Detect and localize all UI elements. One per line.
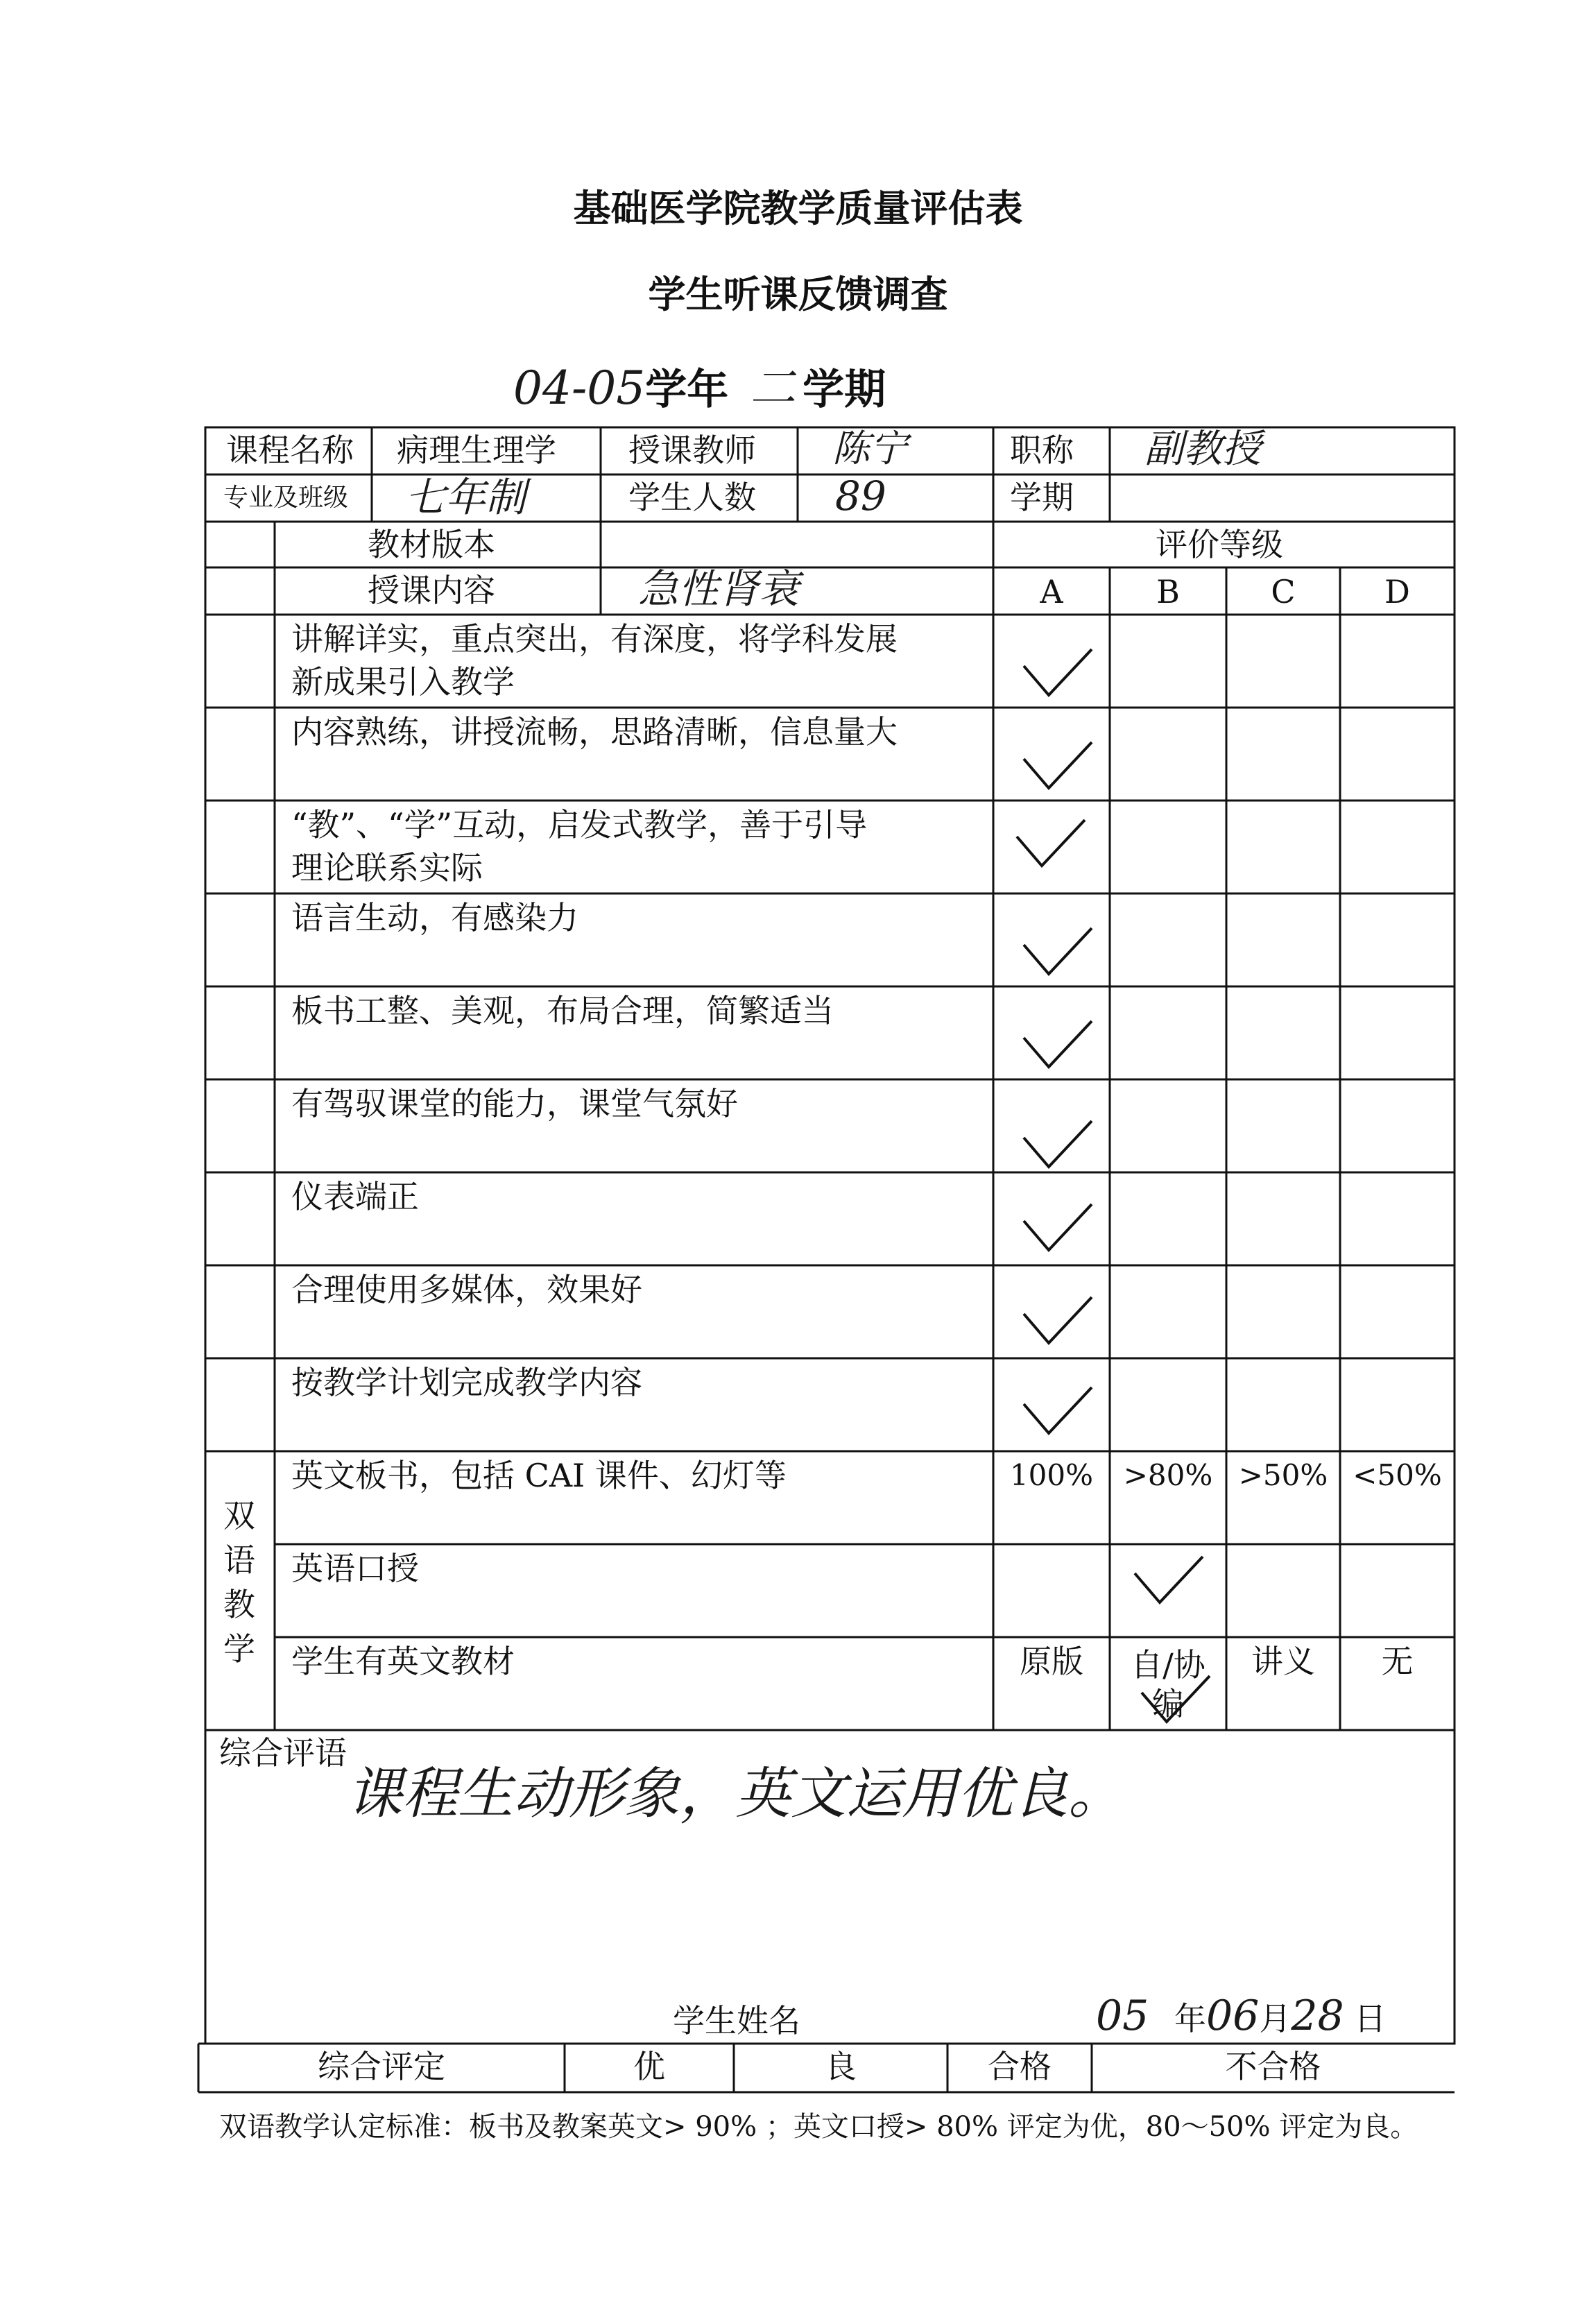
bilingual-standard-footnote: 双语教学认定标准：板书及教案英文> 90% ；英文口授> 80% 评定为优，80～50% 评定为良。 xyxy=(219,2111,1418,2143)
overall-evaluation-label: 综合评定 xyxy=(318,2048,445,2085)
criterion-9-line1: 按教学计划完成教学内容 xyxy=(291,1364,642,1401)
comment-label: 综合评语 xyxy=(219,1734,347,1772)
date-year-value: 05 xyxy=(1096,1992,1149,2040)
check-mark-icon xyxy=(1020,1017,1096,1072)
date-day-unit: 日 xyxy=(1354,2000,1387,2037)
bilingual-row-3-option-1: 原版 xyxy=(1020,1643,1083,1680)
major-class-value: 七年制 xyxy=(405,474,526,521)
bilingual-row-3-option-2: 自/协编 xyxy=(1131,1646,1205,1722)
criterion-3-line2: 理论联系实际 xyxy=(291,849,483,887)
term-label: 学期 xyxy=(803,366,886,414)
bilingual-row-3-option-3: 讲义 xyxy=(1251,1643,1315,1680)
bilingual-row-3-label: 学生有英文教材 xyxy=(291,1643,515,1680)
bilingual-row-3-option-4: 无 xyxy=(1381,1643,1414,1680)
rating-level-label: 评价等级 xyxy=(1156,526,1283,563)
criterion-1-line2: 新成果引入教学 xyxy=(291,663,515,701)
bilingual-row-1-option-2: >80% xyxy=(1123,1458,1213,1492)
criterion-8-line1: 合理使用多媒体，效果好 xyxy=(291,1271,642,1308)
criterion-3-line1: “教”、“学”互动，启发式教学，善于引导 xyxy=(291,806,868,844)
term-handwritten: 二 xyxy=(750,361,796,415)
date-month-unit: 月 xyxy=(1259,2000,1292,2037)
grade-header-b: B xyxy=(1156,573,1180,610)
date-line xyxy=(1096,1992,1387,2040)
student-name-label: 学生姓名 xyxy=(673,2002,800,2039)
check-mark-icon xyxy=(1020,1293,1096,1349)
overall-option-fail: 不合格 xyxy=(1225,2048,1321,2085)
criterion-5-line1: 板书工整、美观，布局合理，简繁适当 xyxy=(291,992,834,1029)
textbook-version-label: 教材版本 xyxy=(368,526,495,563)
check-mark-icon xyxy=(1138,1672,1214,1727)
grade-header-a: A xyxy=(1040,573,1063,610)
bilingual-label-char-1: 双 xyxy=(223,1497,255,1534)
check-mark-icon xyxy=(1020,1383,1096,1439)
check-mark-icon xyxy=(1020,1117,1096,1172)
overall-option-pass: 合格 xyxy=(988,2048,1052,2085)
bilingual-label-char-4: 学 xyxy=(223,1630,255,1668)
bilingual-row-1-option-3: >50% xyxy=(1238,1458,1328,1492)
lecture-content-label: 授课内容 xyxy=(368,572,495,609)
date-year-unit: 年 xyxy=(1174,2000,1206,2037)
student-count-value: 89 xyxy=(835,472,886,520)
criterion-2-line1: 内容熟练，讲授流畅，思路清晰，信息量大 xyxy=(291,713,898,751)
bilingual-row-1-option-1: 100% xyxy=(1009,1458,1094,1492)
student-count-label: 学生人数 xyxy=(628,479,756,516)
check-mark-icon xyxy=(1020,645,1096,701)
grade-header-c: C xyxy=(1271,573,1296,610)
course-name-value: 病理生理学 xyxy=(397,431,556,469)
bilingual-row-2-label: 英语口授 xyxy=(291,1550,419,1587)
overall-option-good: 良 xyxy=(825,2048,857,2085)
check-mark-icon xyxy=(1131,1552,1207,1608)
criterion-1-line1: 讲解详实，重点突出，有深度，将学科发展 xyxy=(291,620,898,658)
bilingual-row-1-option-4: <50% xyxy=(1353,1458,1442,1492)
job-title-label: 职称 xyxy=(1010,431,1074,469)
page-subtitle: 学生听课反馈调查 xyxy=(648,272,948,316)
academic-year-label: 学年 xyxy=(645,366,729,414)
bilingual-label-char-2: 语 xyxy=(223,1541,255,1579)
lecture-content-value: 急性肾衰 xyxy=(638,565,800,613)
date-day-value: 28 xyxy=(1291,1992,1344,2040)
teacher-value: 陈宁 xyxy=(832,427,907,470)
criterion-7-line1: 仪表端正 xyxy=(291,1178,419,1215)
criterion-4-line1: 语言生动，有感染力 xyxy=(291,899,578,936)
teacher-label: 授课教师 xyxy=(628,431,756,469)
grade-header-d: D xyxy=(1384,573,1410,610)
overall-option-excellent: 优 xyxy=(633,2048,665,2085)
bilingual-row-1-label: 英文板书，包括 CAI 课件、幻灯等 xyxy=(291,1457,787,1494)
term-field-label: 学期 xyxy=(1010,479,1074,516)
job-title-value: 副教授 xyxy=(1144,427,1261,472)
page-title: 基础医学院教学质量评估表 xyxy=(573,186,1023,230)
criterion-6-line1: 有驾驭课堂的能力，课堂气氛好 xyxy=(291,1085,738,1122)
check-mark-icon xyxy=(1020,738,1096,794)
bilingual-label-char-3: 教 xyxy=(223,1586,255,1623)
course-name-label: 课程名称 xyxy=(226,431,354,469)
academic-year-handwritten: 04-05 xyxy=(513,361,646,415)
date-month-value: 06 xyxy=(1205,1992,1260,2040)
check-mark-icon xyxy=(1013,816,1089,871)
check-mark-icon xyxy=(1020,1200,1096,1256)
major-class-label: 专业及班级 xyxy=(223,484,349,512)
check-mark-icon xyxy=(1020,924,1096,979)
comment-value: 课程生动形象，英文运用优良。 xyxy=(347,1761,1124,1826)
